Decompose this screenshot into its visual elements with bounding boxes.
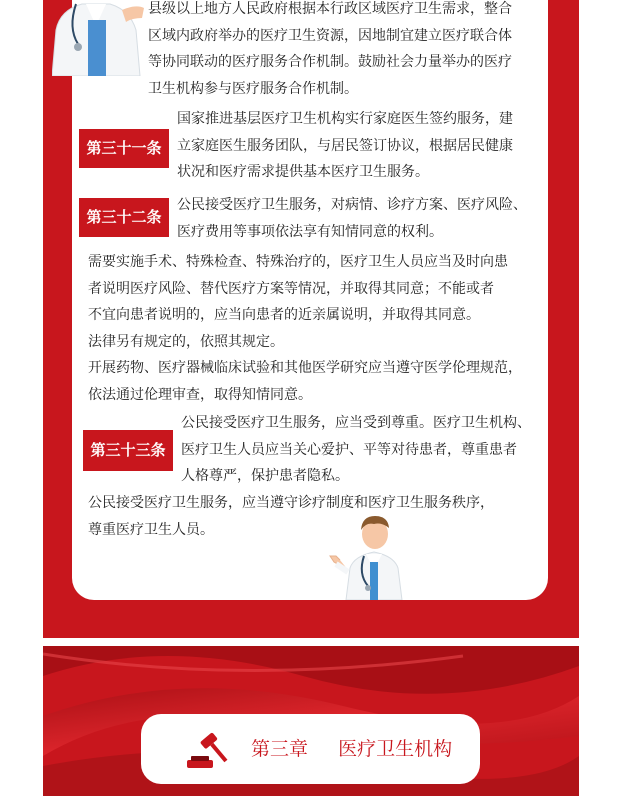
- text-line: 公民接受医疗卫生服务，对病情、诊疗方案、医疗风险、: [177, 197, 527, 213]
- article-32-body: [88, 249, 522, 408]
- text-line: 县级以上地方人民政府根据本行政区域医疗卫生需求，整合: [148, 1, 512, 17]
- text-line: 法律另有规定的，依照其规定。: [88, 333, 284, 350]
- text-line: 者说明医疗风险、替代医疗方案等情况，并取得其同意；不能或者: [88, 280, 494, 297]
- text-line: 医疗费用等事项依法享有知情同意的权利。: [177, 223, 443, 240]
- text-line: 立家庭医生服务团队，与居民签订协议，根据居民健康: [177, 137, 513, 154]
- text-line: 不宜向患者说明的，应当向患者的近亲属说明，并取得其同意。: [88, 307, 480, 323]
- text-line: 卫生机构参与医疗服务合作机制。: [148, 80, 358, 97]
- doctor-illustration-top: [52, 0, 152, 76]
- text-line: 状况和医疗需求提供基本医疗卫生服务。: [177, 164, 429, 180]
- text-line: 公民接受医疗卫生服务，应当遵守诊疗制度和医疗卫生服务秩序，: [88, 495, 494, 511]
- text-line: 区域内政府举办的医疗卫生资源，因地制宜建立医疗联合体: [148, 27, 512, 44]
- article-33-badge: 第三十三条: [83, 430, 173, 471]
- doctor-illustration-pointing: [328, 510, 420, 600]
- chapter-name: 医疗卫生机构: [338, 738, 453, 760]
- chapter-number: 第三章: [251, 738, 309, 760]
- chapter-title: [251, 734, 452, 761]
- article-32-badge: 第三十二条: [79, 198, 169, 237]
- text-line: 依法通过伦理审查，取得知情同意。: [88, 386, 312, 403]
- article-33-body: [88, 490, 494, 543]
- text-line: 国家推进基层医疗卫生机构实行家庭医生签约服务，建: [177, 111, 513, 127]
- text-line: 医疗卫生人员应当关心爱护、平等对待患者，尊重患者: [181, 441, 517, 458]
- text-line: 需要实施手术、特殊检查、特殊治疗的，医疗卫生人员应当及时向患: [88, 254, 508, 270]
- article-31-text: [177, 106, 513, 186]
- article-31-badge: 第三十一条: [79, 129, 169, 168]
- text-line: 公民接受医疗卫生服务，应当受到尊重。医疗卫生机构、: [181, 415, 531, 431]
- gavel-icon: [185, 730, 235, 770]
- text-line: 尊重医疗卫生人员。: [88, 521, 214, 538]
- text-line: 人格尊严，保护患者隐私。: [181, 468, 349, 484]
- article-33-text: [181, 410, 531, 490]
- paragraph-regional-cooperation: [148, 0, 512, 102]
- text-line: 等协同联动的医疗服务合作机制。鼓励社会力量举办的医疗: [148, 54, 512, 70]
- article-32-text: [177, 192, 527, 245]
- text-line: 开展药物、医疗器械临床试验和其他医学研究应当遵守医学伦理规范，: [88, 360, 522, 376]
